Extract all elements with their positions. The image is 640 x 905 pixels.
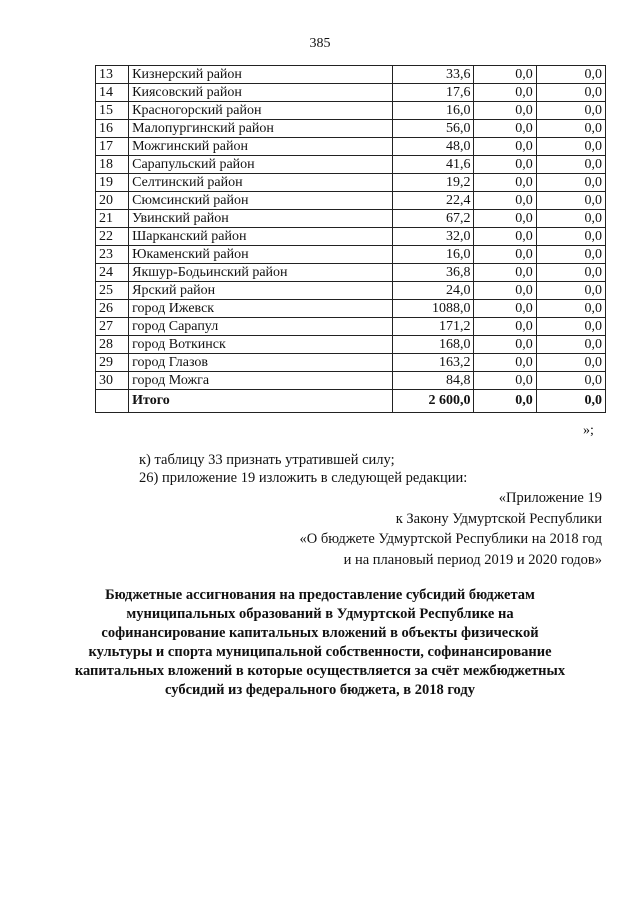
appendix-line: «О бюджете Удмуртской Республики на 2018 год — [299, 531, 602, 547]
table-row — [96, 372, 606, 390]
total-value-2019: 0,0 — [474, 390, 536, 413]
row-name: город Можга — [129, 372, 393, 390]
heading-line: Бюджетные ассигнования на предоставление субсидий бюджетам — [105, 587, 535, 603]
row-value-2020: 0,0 — [536, 84, 605, 102]
row-number: 26 — [96, 300, 129, 318]
row-number: 30 — [96, 372, 129, 390]
row-number: 17 — [96, 138, 129, 156]
row-number: 15 — [96, 102, 129, 120]
row-value-2018: 163,2 — [393, 354, 474, 372]
row-value-2019: 0,0 — [474, 102, 536, 120]
row-value-2020: 0,0 — [536, 246, 605, 264]
row-value-2018: 48,0 — [393, 138, 474, 156]
row-value-2019: 0,0 — [474, 264, 536, 282]
heading-line: муниципальных образований в Удмуртской Республике на — [126, 606, 514, 622]
heading-line: софинансирование капитальных вложений в объекты физической — [101, 625, 539, 641]
total-value-2020: 0,0 — [536, 390, 605, 413]
row-value-2019: 0,0 — [474, 354, 536, 372]
row-value-2020: 0,0 — [536, 354, 605, 372]
row-value-2018: 24,0 — [393, 282, 474, 300]
row-name: город Ижевск — [129, 300, 393, 318]
page-number: 385 — [309, 36, 331, 51]
heading-line: субсидий из федерального бюджета, в 2018 году — [165, 682, 475, 698]
total-row — [96, 390, 606, 413]
row-value-2019: 0,0 — [474, 318, 536, 336]
table-row — [96, 354, 606, 372]
row-value-2018: 1088,0 — [393, 300, 474, 318]
row-number: 20 — [96, 192, 129, 210]
row-value-2020: 0,0 — [536, 336, 605, 354]
row-value-2018: 19,2 — [393, 174, 474, 192]
table-row — [96, 138, 606, 156]
quote-end: »; — [583, 423, 594, 438]
row-value-2018: 171,2 — [393, 318, 474, 336]
table-row — [96, 174, 606, 192]
row-value-2019: 0,0 — [474, 246, 536, 264]
row-value-2020: 0,0 — [536, 300, 605, 318]
row-name: Увинский район — [129, 210, 393, 228]
row-name: Сарапульский район — [129, 156, 393, 174]
row-name: Красногорский район — [129, 102, 393, 120]
total-label: Итого — [129, 390, 393, 413]
row-value-2018: 16,0 — [393, 246, 474, 264]
row-value-2018: 22,4 — [393, 192, 474, 210]
row-value-2019: 0,0 — [474, 300, 536, 318]
row-value-2020: 0,0 — [536, 66, 605, 84]
table-row — [96, 84, 606, 102]
row-name: Якшур-Бодьинский район — [129, 264, 393, 282]
row-name: город Сарапул — [129, 318, 393, 336]
row-name: Сюмсинский район — [129, 192, 393, 210]
table-row — [96, 102, 606, 120]
row-number: 27 — [96, 318, 129, 336]
table-row — [96, 156, 606, 174]
row-value-2020: 0,0 — [536, 318, 605, 336]
row-value-2018: 16,0 — [393, 102, 474, 120]
table-row — [96, 282, 606, 300]
table-body — [96, 66, 606, 413]
row-value-2018: 67,2 — [393, 210, 474, 228]
table-row — [96, 192, 606, 210]
row-value-2019: 0,0 — [474, 282, 536, 300]
row-number: 29 — [96, 354, 129, 372]
row-name: Можгинский район — [129, 138, 393, 156]
row-value-2020: 0,0 — [536, 264, 605, 282]
row-value-2020: 0,0 — [536, 120, 605, 138]
appendix-header — [300, 488, 602, 570]
row-number: 14 — [96, 84, 129, 102]
row-value-2020: 0,0 — [536, 228, 605, 246]
table-row — [96, 228, 606, 246]
table-row — [96, 336, 606, 354]
row-value-2019: 0,0 — [474, 174, 536, 192]
row-value-2020: 0,0 — [536, 192, 605, 210]
row-number: 23 — [96, 246, 129, 264]
table-row — [96, 120, 606, 138]
row-value-2020: 0,0 — [536, 174, 605, 192]
row-number: 18 — [96, 156, 129, 174]
row-value-2020: 0,0 — [536, 210, 605, 228]
row-value-2018: 168,0 — [393, 336, 474, 354]
row-number: 16 — [96, 120, 129, 138]
row-value-2019: 0,0 — [474, 156, 536, 174]
heading-line: культуры и спорта муниципальной собственности, софинансирование — [88, 644, 552, 660]
row-value-2020: 0,0 — [536, 156, 605, 174]
appendix-line: и на плановый период 2019 и 2020 годов» — [343, 551, 602, 568]
row-value-2018: 84,8 — [393, 372, 474, 390]
section-heading — [70, 586, 570, 700]
row-value-2019: 0,0 — [474, 66, 536, 84]
row-value-2019: 0,0 — [474, 336, 536, 354]
row-value-2019: 0,0 — [474, 210, 536, 228]
row-value-2019: 0,0 — [474, 138, 536, 156]
paragraph-26: 26) приложение 19 изложить в следующей редакции: — [139, 470, 468, 486]
row-value-2018: 32,0 — [393, 228, 474, 246]
row-value-2018: 17,6 — [393, 84, 474, 102]
row-value-2020: 0,0 — [536, 102, 605, 120]
row-value-2018: 36,8 — [393, 264, 474, 282]
table-row — [96, 246, 606, 264]
row-name: Кизнерский район — [129, 66, 393, 84]
row-name: Ярский район — [129, 282, 393, 300]
row-value-2020: 0,0 — [536, 282, 605, 300]
appendix-line: «Приложение 19 — [498, 490, 602, 506]
row-value-2019: 0,0 — [474, 228, 536, 246]
row-name: Малопургинский район — [129, 120, 393, 138]
row-value-2018: 56,0 — [393, 120, 474, 138]
table-row — [96, 318, 606, 336]
paragraph-k: к) таблицу 33 признать утратившей силу; — [139, 452, 395, 468]
row-value-2020: 0,0 — [536, 138, 605, 156]
row-name: Юкаменский район — [129, 246, 393, 264]
total-value-2018: 2 600,0 — [393, 390, 474, 413]
row-number: 22 — [96, 228, 129, 246]
row-number: 19 — [96, 174, 129, 192]
row-value-2018: 33,6 — [393, 66, 474, 84]
appendix-line: к Закону Удмуртской Республики — [395, 510, 602, 527]
row-name: Шарканский район — [129, 228, 393, 246]
row-value-2019: 0,0 — [474, 84, 536, 102]
row-name: город Воткинск — [129, 336, 393, 354]
table-row — [96, 264, 606, 282]
row-number: 21 — [96, 210, 129, 228]
row-number: 13 — [96, 66, 129, 84]
row-value-2018: 41,6 — [393, 156, 474, 174]
table-row — [96, 66, 606, 84]
total-number-cell — [96, 390, 129, 413]
row-number: 28 — [96, 336, 129, 354]
row-number: 24 — [96, 264, 129, 282]
budget-table — [95, 65, 606, 413]
row-name: Киясовский район — [129, 84, 393, 102]
row-number: 25 — [96, 282, 129, 300]
row-name: город Глазов — [129, 354, 393, 372]
row-value-2019: 0,0 — [474, 192, 536, 210]
heading-line: капитальных вложений в которые осуществляется за счёт межбюджетных — [74, 663, 566, 679]
table-row — [96, 210, 606, 228]
row-value-2020: 0,0 — [536, 372, 605, 390]
table-row — [96, 300, 606, 318]
row-value-2019: 0,0 — [474, 120, 536, 138]
row-value-2019: 0,0 — [474, 372, 536, 390]
row-name: Селтинский район — [129, 174, 393, 192]
